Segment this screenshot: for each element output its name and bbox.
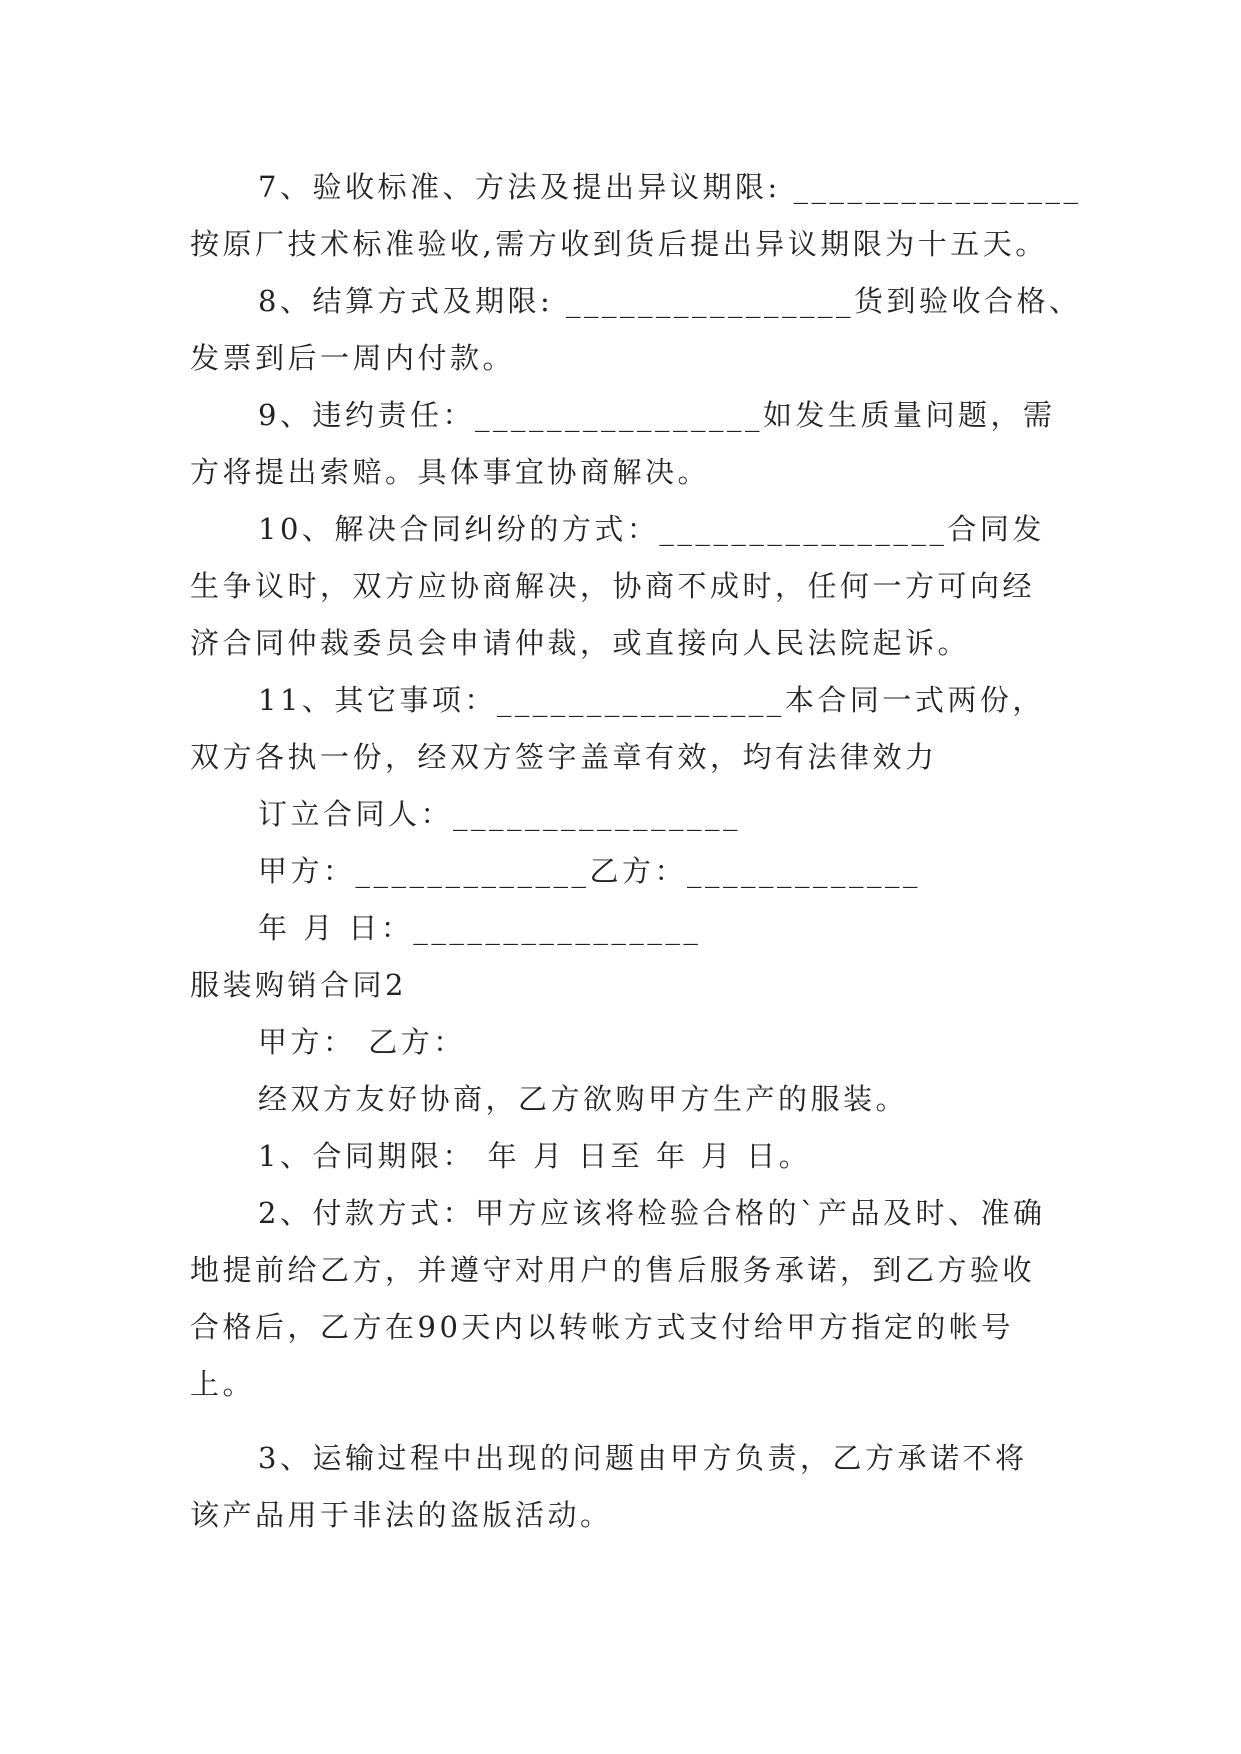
contract-2-preamble: 经双方友好协商，乙方欲购甲方生产的服装。 — [258, 1082, 909, 1116]
contract-2-clause-3-line-2: 该产品用于非法的盗版活动。 — [190, 1498, 613, 1532]
contract-2-clause-2-line-2: 地提前给乙方，并遵守对用户的售后服务承诺，到乙方验收 — [190, 1253, 1036, 1287]
parties-signature-line: 甲方：_____________乙方：_____________ — [258, 854, 922, 888]
clause-9-line-1: 9、违约责任：________________如发生质量问题，需 — [258, 398, 1056, 432]
signatory-line: 订立合同人：________________ — [258, 797, 742, 831]
clause-7-line-1: 7、验收标准、方法及提出异议期限: ________________ — [258, 170, 1082, 204]
clause-8-line-2: 发票到后一周内付款。 — [190, 341, 516, 375]
clause-9-line-2: 方将提出索赔。具体事宜协商解决。 — [190, 455, 711, 489]
clause-11-line-1: 11、其它事项：________________本合同一式两份， — [258, 683, 1045, 717]
date-line: 年 月 日：________________ — [258, 911, 702, 945]
contract-2-clause-2-line-1: 2、付款方式：甲方应该将检验合格的`产品及时、准确 — [258, 1196, 1046, 1230]
clause-8-line-1: 8、结算方式及期限: ________________货到验收合格、 — [258, 284, 1082, 318]
contract-2-title: 服装购销合同2 — [190, 968, 407, 1002]
clause-10-line-1: 10、解决合同纠纷的方式：________________合同发 — [258, 512, 1045, 546]
contract-2-clause-1: 1、合同期限： 年 月 日至 年 月 日。 — [258, 1139, 812, 1173]
clause-10-line-2: 生争议时，双方应协商解决，协商不成时，任何一方可向经 — [190, 569, 1036, 603]
clause-11-line-2: 双方各执一份，经双方签字盖章有效，均有法律效力 — [190, 740, 938, 774]
contract-2-clause-2-line-4: 上。 — [190, 1367, 256, 1401]
clause-7-line-2: 按原厂技术标准验收,需方收到货后提出异议期限为十五天。 — [190, 227, 1048, 261]
contract-2-clause-3-line-1: 3、运输过程中出现的问题由甲方负责，乙方承诺不将 — [258, 1441, 1028, 1475]
contract-2-clause-2-line-3: 合格后，乙方在90天内以转帐方式支付给甲方指定的帐号 — [190, 1310, 1014, 1344]
clause-10-line-3: 济合同仲裁委员会申请仲裁，或直接向人民法院起诉。 — [190, 626, 971, 660]
contract-2-parties: 甲方： 乙方： — [258, 1025, 466, 1059]
